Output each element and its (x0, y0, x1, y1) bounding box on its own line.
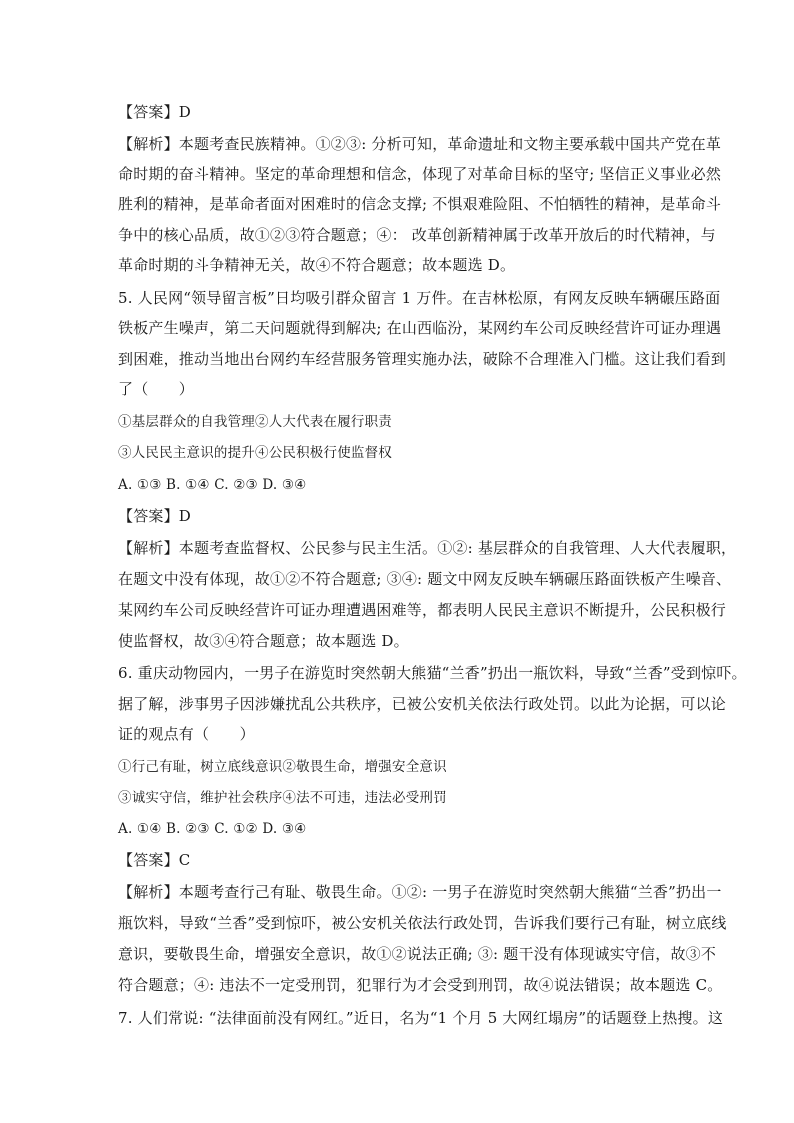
analysis-line: 在题文中没有体现，故①②不符合题意; ③④: 题文中网友反映车辆碾压路面铁板产生噪音、 (118, 570, 732, 588)
question-stem-line: 铁板产生噪声，第二天问题就得到解决; 在山西临汾，某网约车公司反映经营许可证办理遇 (118, 319, 722, 337)
statement-line: ①基层群众的自我管理②人大代表在履行职责 (118, 414, 392, 430)
analysis-line: 命时期的奋斗精神。坚定的革命理想和信念，体现了对革命目标的坚守; 坚信正义事业必然 (118, 165, 722, 183)
analysis-line: 符合题意；④: 违法不一定受刑罚，犯罪行为才会受到刑罚，故④说法错误；故本题选 C。 (118, 976, 723, 994)
question-stem-line: 到困难，推动当地出台网约车经营服务管理实施办法，破除不合理准入门槛。这让我们看到 (118, 350, 727, 368)
question-stem-line: 证的观点有（ ） (118, 725, 255, 743)
question-stem-line: 据了解，涉事男子因涉嫌扰乱公共秩序，已被公安机关依法行政处罚。以此为论据，可以论 (118, 695, 727, 713)
question-stem-line: 了（ ） (118, 380, 195, 398)
analysis-line: 胜利的精神，是革命者面对困难时的信念支撑; 不惧艰难险阻、不怕牺牲的精神，是革命斗 (118, 195, 722, 213)
choices-line: A. ①③ B. ①④ C. ②③ D. ③④ (118, 477, 307, 493)
question-stem-line: 7. 人们常说: “法律面前没有网红。”近日，名为“1 个月 5 大网红塌房”的话题登上热搜。这 (118, 1009, 724, 1027)
statement-line: ③诚实守信，维护社会秩序④法不可违，违法必受刑罚 (118, 790, 447, 806)
analysis-line: 意识，要敬畏生命，增强安全意识，故①②说法正确; ③: 题干没有体现诚实守信，故③不 (118, 945, 717, 963)
analysis-line: 【解析】本题考查民族精神。①②③: 分析可知，革命遗址和文物主要承载中国共产党在革 (118, 135, 722, 153)
choices-line: A. ①④ B. ②③ C. ①② D. ③④ (118, 821, 307, 837)
analysis-line: 【解析】本题考查监督权、公民参与民主生活。①②: 基层群众的自我管理、人大代表履职， (118, 539, 737, 557)
analysis-line: 争中的核心品质，故①②③符合题意；④： 改革创新精神属于改革开放后的时代精神，与 (118, 226, 716, 244)
analysis-line: 【解析】本题考查行己有耻、敬畏生命。①②: 一男子在游览时突然朝大熊猫“兰香”扔出一 (118, 883, 722, 901)
statement-line: ①行己有耻，树立底线意识②敬畏生命，增强安全意识 (118, 759, 447, 775)
question-stem-line: 6. 重庆动物园内，一男子在游览时突然朝大熊猫“兰香”扔出一瓶饮料，导致“兰香”受到惊吓。 (118, 664, 747, 682)
answer-label: 【答案】D (118, 507, 192, 525)
answer-label: 【答案】D (118, 103, 192, 121)
analysis-line: 某网约车公司反映经营许可证办理遭遇困难等，都表明人民民主意识不断提升，公民积极行 (118, 601, 727, 619)
analysis-line: 使监督权，故③④符合题意；故本题选 D。 (118, 632, 409, 650)
analysis-line: 革命时期的斗争精神无关，故④不符合题意；故本题选 D。 (118, 256, 516, 274)
analysis-line: 瓶饮料，导致“兰香”受到惊吓，被公安机关依法行政处罚，告诉我们要行己有耻，树立底线 (118, 914, 727, 932)
answer-label: 【答案】C (118, 851, 191, 869)
question-stem-line: 5. 人民网“领导留言板”日均吸引群众留言 1 万件。在吉林松原，有网友反映车辆碾压路面 (118, 289, 721, 307)
statement-line: ③人民民主意识的提升④公民积极行使监督权 (118, 445, 392, 461)
